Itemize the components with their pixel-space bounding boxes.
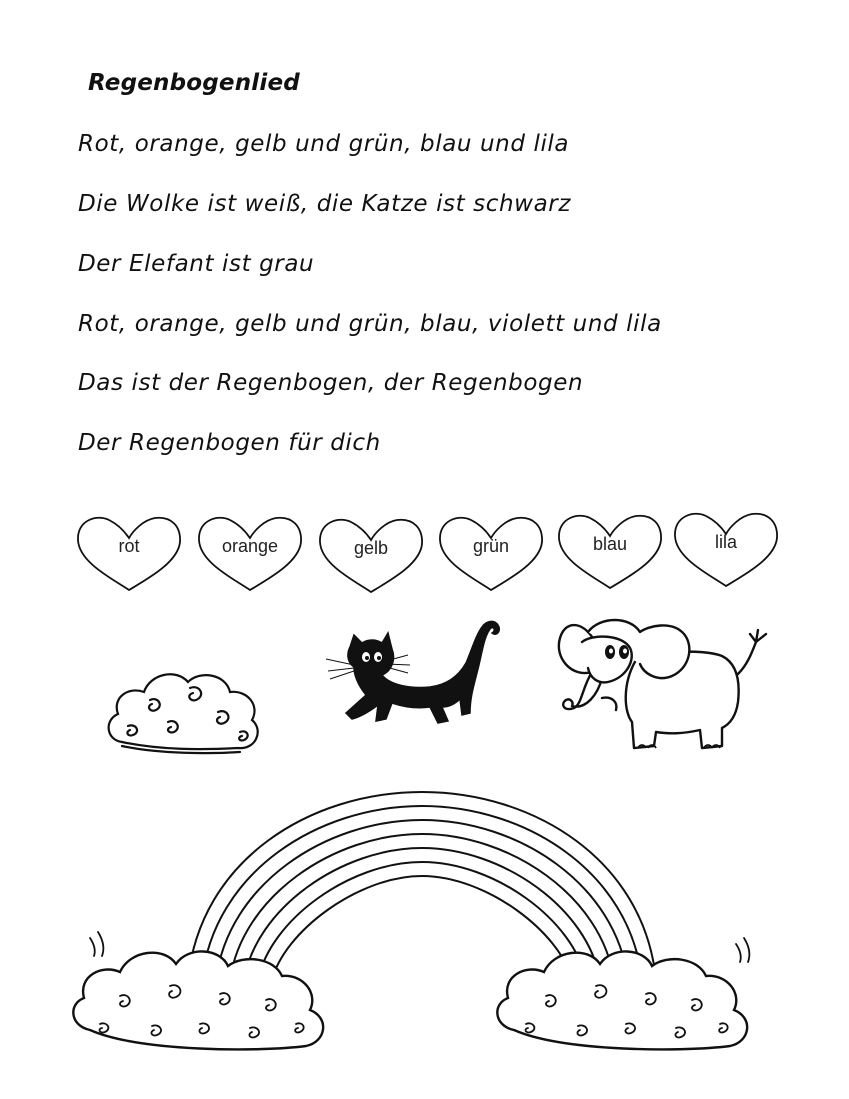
heart-label: orange [221, 536, 279, 556]
elephant-drawing [552, 612, 770, 762]
heart-gruen [437, 510, 545, 594]
worksheet-title: Regenbogenlied [88, 70, 300, 96]
heart-blau [556, 508, 664, 592]
heart-orange [196, 510, 304, 594]
rainbow-cloud-right [497, 951, 747, 1049]
lyric-line-3: Der Elefant ist grau [78, 251, 315, 277]
heart-gelb [317, 512, 425, 596]
cloud-drawing [100, 660, 270, 760]
lyric-line-2: Die Wolke ist weiß, die Katze ist schwarz [78, 191, 572, 217]
lyric-line-5: Das ist der Regenbogen, der Regenbogen [78, 370, 584, 396]
heart-label: grün [472, 536, 510, 556]
heart-lila [672, 506, 780, 590]
heart-rot [75, 510, 183, 594]
lyric-line-4: Rot, orange, gelb und grün, blau, violett und lila [78, 311, 662, 337]
rainbow-cloud-left [73, 951, 323, 1049]
lyric-line-1: Rot, orange, gelb und grün, blau und lila [78, 131, 570, 157]
heart-label: blau [592, 534, 628, 554]
rainbow-drawing [60, 780, 760, 1080]
heart-label: rot [118, 536, 140, 556]
heart-label: gelb [353, 538, 389, 558]
black-cat-drawing [320, 615, 510, 735]
heart-label: lila [714, 532, 737, 552]
lyric-line-6: Der Regenbogen für dich [78, 430, 381, 456]
